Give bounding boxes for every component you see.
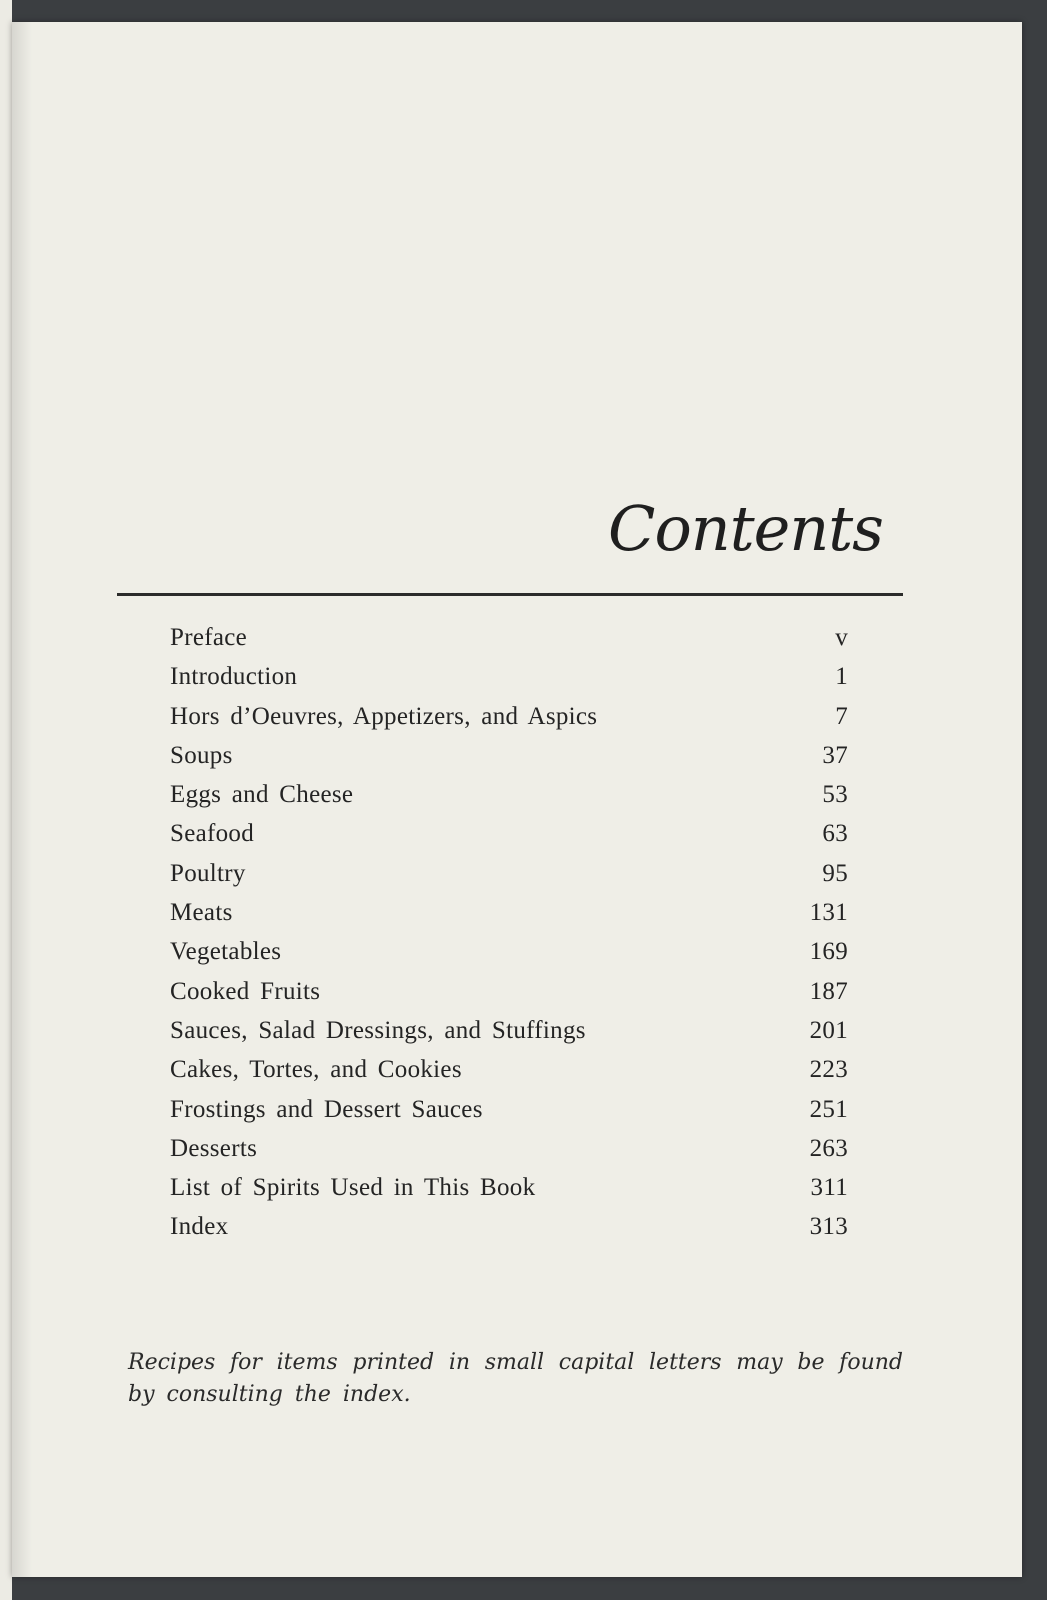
toc-entry-title: List of Spirits Used in This Book bbox=[170, 1174, 536, 1202]
toc-entry bbox=[170, 938, 848, 977]
toc-entry-page: 53 bbox=[822, 781, 848, 809]
toc-entry-page: 7 bbox=[835, 702, 848, 730]
toc-entry bbox=[170, 624, 848, 663]
toc-entry-page: 169 bbox=[809, 938, 848, 966]
toc-entry bbox=[170, 820, 848, 859]
page-title: Contents bbox=[608, 492, 883, 565]
toc-entry-title: Desserts bbox=[170, 1134, 258, 1162]
toc-entry bbox=[170, 1135, 848, 1174]
toc-entry bbox=[170, 1174, 848, 1213]
toc-entry-title: Soups bbox=[170, 741, 233, 769]
toc-entry bbox=[170, 860, 848, 899]
toc-entry-title: Meats bbox=[170, 899, 233, 927]
toc-entry-page: 263 bbox=[809, 1134, 848, 1162]
toc-entry bbox=[170, 899, 848, 938]
toc-entry-page: 37 bbox=[822, 741, 848, 769]
facing-page-edge bbox=[0, 0, 12, 1600]
toc-entry-title: Index bbox=[170, 1213, 229, 1241]
toc-entry-page: v bbox=[835, 624, 848, 651]
toc-entry-page: 313 bbox=[809, 1213, 848, 1241]
toc-entry bbox=[170, 703, 848, 742]
gutter-shadow bbox=[12, 22, 32, 1577]
title-divider bbox=[117, 593, 903, 596]
toc-entry-page: 63 bbox=[822, 820, 848, 848]
toc-entry bbox=[170, 1056, 848, 1095]
toc-entry bbox=[170, 663, 848, 702]
toc-entry-title: Preface bbox=[170, 624, 248, 651]
toc-entry-page: 95 bbox=[822, 859, 848, 887]
toc-entry-page: 311 bbox=[810, 1174, 848, 1202]
toc-entry-page: 131 bbox=[809, 899, 848, 927]
toc-entry-title: Vegetables bbox=[170, 938, 282, 966]
toc-entry-title: Eggs and Cheese bbox=[170, 781, 354, 809]
toc-entry-page: 201 bbox=[809, 1016, 848, 1044]
toc-entry bbox=[170, 1096, 848, 1135]
toc-entry-title: Hors d’Oeuvres, Appetizers, and Aspics bbox=[170, 702, 598, 730]
toc-entry bbox=[170, 1017, 848, 1056]
toc-entry-title: Introduction bbox=[170, 663, 298, 691]
toc-entry-title: Cakes, Tortes, and Cookies bbox=[170, 1056, 462, 1084]
toc-entry-page: 1 bbox=[835, 663, 848, 691]
footnote: Recipes for items printed in small capital letters may be found by consulting the index. bbox=[128, 1350, 903, 1407]
toc-entry-title: Sauces, Salad Dressings, and Stuffings bbox=[170, 1016, 586, 1044]
toc-entry-title: Frostings and Dessert Sauces bbox=[170, 1095, 483, 1123]
table-of-contents bbox=[170, 624, 848, 1253]
toc-entry bbox=[170, 781, 848, 820]
toc-entry-page: 187 bbox=[809, 977, 848, 1005]
toc-entry-page: 251 bbox=[809, 1095, 848, 1123]
toc-entry-page: 223 bbox=[809, 1056, 848, 1084]
toc-entry-title: Cooked Fruits bbox=[170, 977, 321, 1005]
toc-entry bbox=[170, 742, 848, 781]
toc-entry-title: Seafood bbox=[170, 820, 255, 848]
toc-entry bbox=[170, 978, 848, 1017]
toc-entry-title: Poultry bbox=[170, 859, 246, 887]
toc-entry bbox=[170, 1213, 848, 1252]
